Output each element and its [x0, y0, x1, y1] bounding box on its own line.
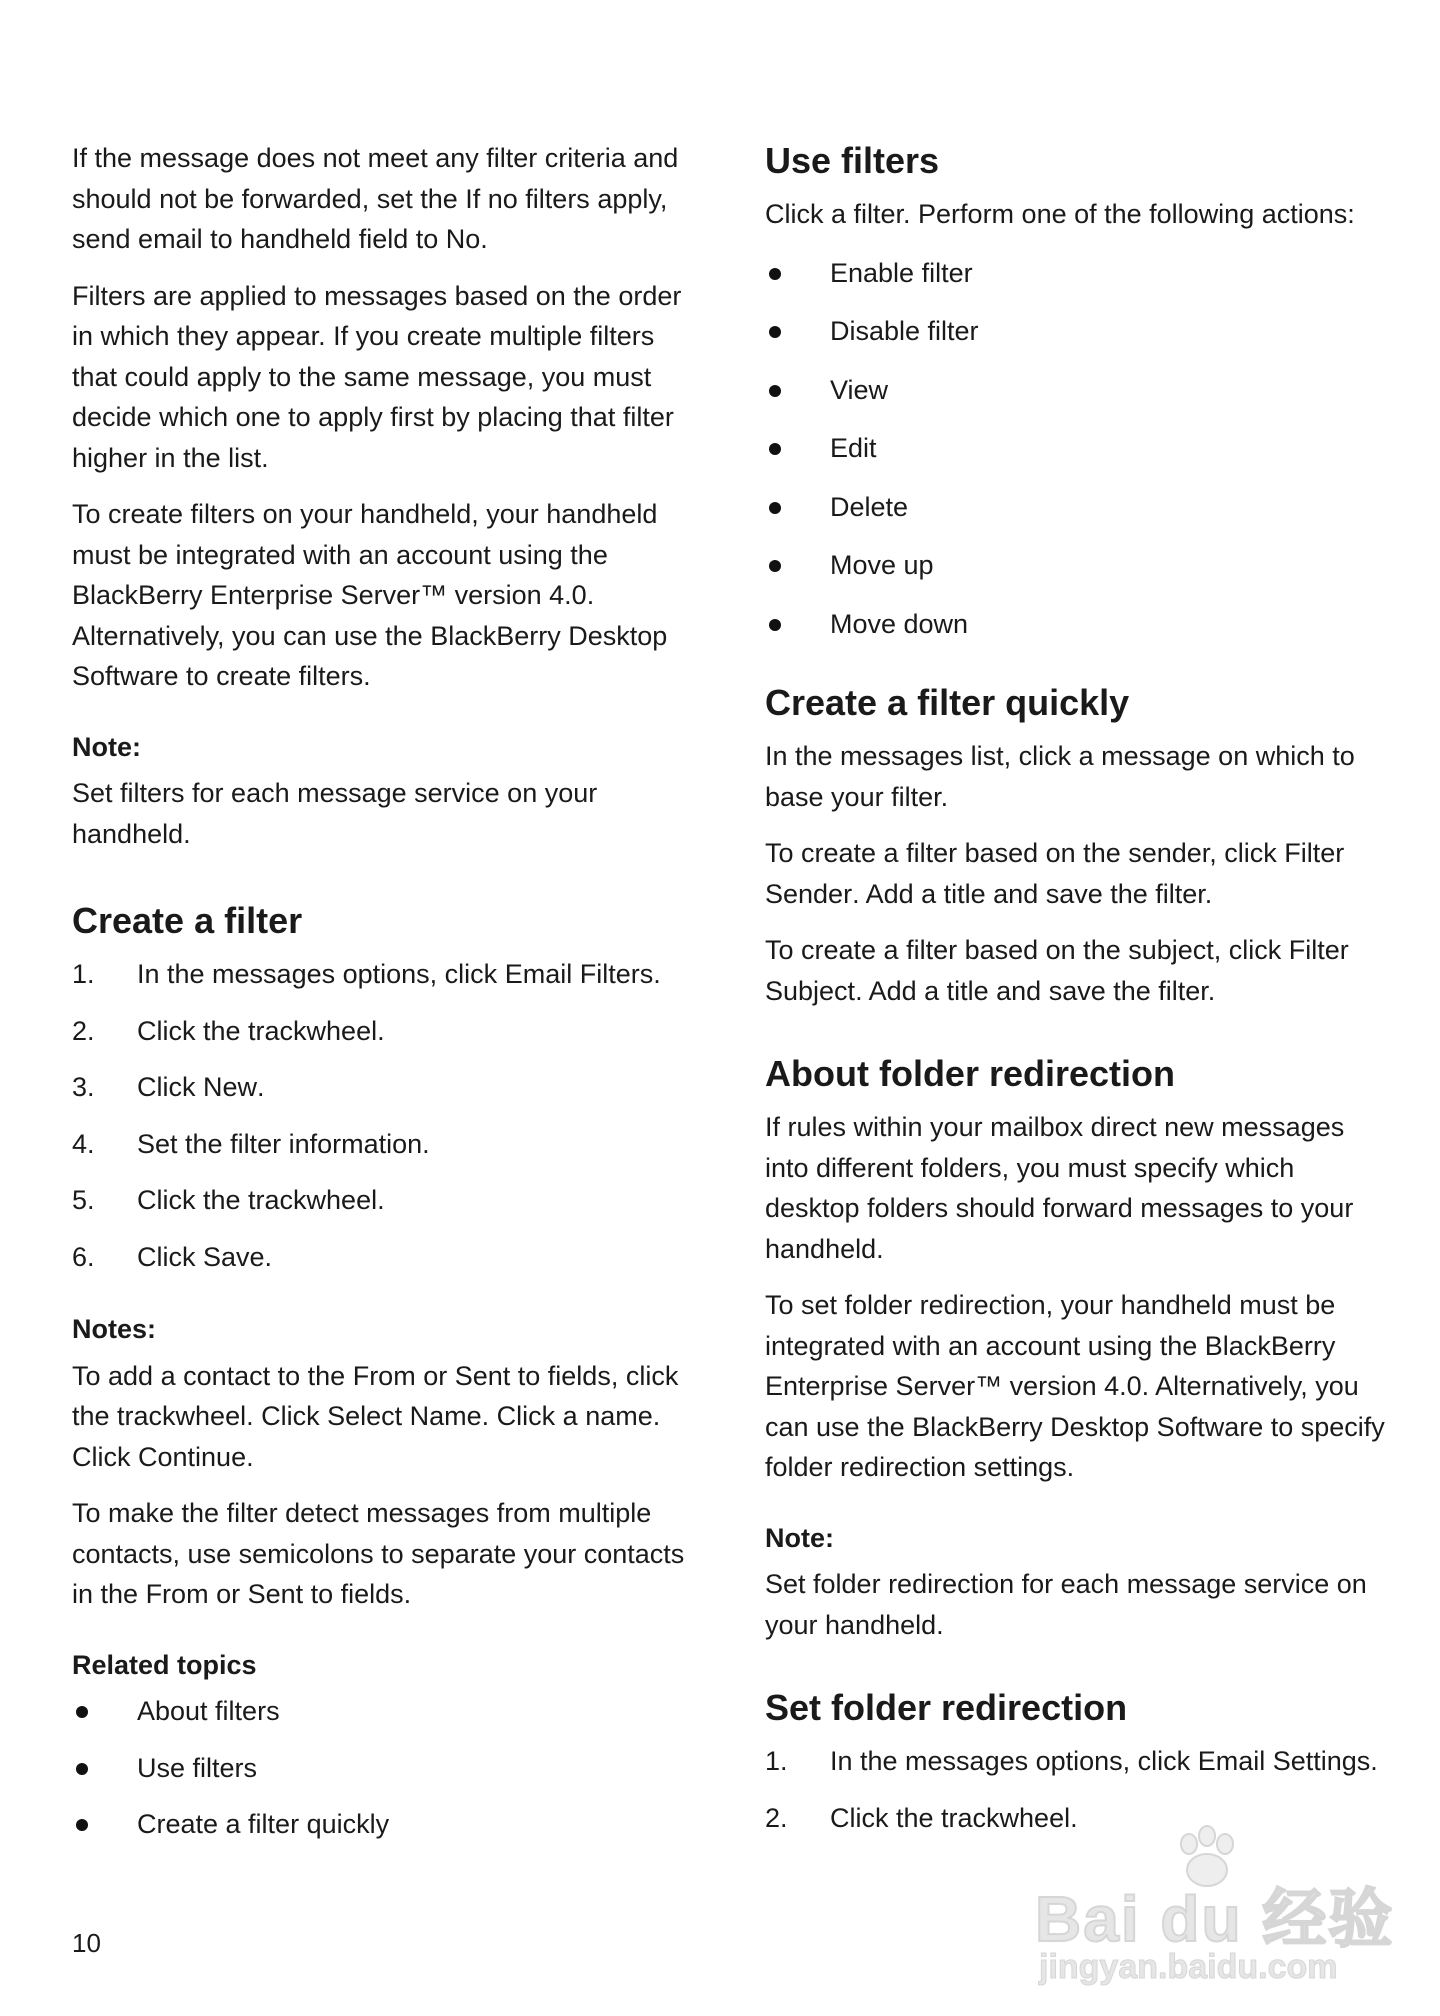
- about-redirection-paragraph-2: To set folder redirection, your handheld must be integrated with an account using the BlackBerry Enterprise Server™ version 4.0. Alternatively, you can use the BlackBerry Desktop Software to specify folder redirection settings.: [765, 1290, 1385, 1482]
- list-item: Delete: [765, 487, 1395, 528]
- list-item: Move down: [765, 604, 1395, 645]
- bullet-icon: [769, 326, 781, 338]
- note-text: Set folder redirection for each message service on your handheld.: [765, 1569, 1367, 1640]
- watermark-brand: Bai du 经验: [1035, 1883, 1395, 1955]
- step-item: 2. Click the trackwheel.: [72, 1015, 385, 1046]
- notes-paragraph-1: To add a contact to the From or Sent to fields, click the trackwheel. Click Select Name. Click a name. Click Continue.: [72, 1360, 679, 1472]
- step-item: 1. In the messages options, click Email Settings.: [765, 1746, 1378, 1776]
- notes-paragraph-2: To make the filter detect messages from multiple contacts, use semicolons to separate your contacts in the From or Sent to fields.: [72, 1498, 685, 1609]
- bullet-icon: [769, 385, 781, 397]
- related-topics-list: [72, 1691, 698, 1845]
- related-topic-link[interactable]: About filters: [72, 1691, 698, 1732]
- quick-paragraph-1: In the messages list, click a message on which to base your filter.: [765, 741, 1355, 812]
- use-filters-intro: Click a filter. Perform one of the following actions:: [765, 199, 1355, 229]
- list-item: Enable filter: [765, 253, 1395, 294]
- list-item: Edit: [765, 428, 1395, 469]
- bullet-icon: [769, 502, 781, 514]
- list-item: Disable filter: [765, 311, 1395, 352]
- step-item: 2. Click the trackwheel.: [765, 1802, 1078, 1833]
- heading-create-a-filter-quickly: Create a filter quickly: [765, 682, 1130, 723]
- about-redirection-paragraph-1: If rules within your mailbox direct new messages into different folders, you must specify which desktop folders should forward messages to your handheld.: [765, 1112, 1354, 1264]
- filter-actions-list: [765, 253, 1395, 645]
- step-item: 3. Click New.: [72, 1072, 265, 1102]
- bullet-icon: [76, 1819, 88, 1831]
- heading-create-a-filter: Create a filter: [72, 900, 303, 941]
- note-label: Note:: [765, 1522, 834, 1553]
- step-item: 4. Set the filter information.: [72, 1128, 430, 1159]
- intro-paragraph-3: To create filters on your handheld, your handheld must be integrated with an account using the BlackBerry Enterprise Server™ version 4.0. Alternatively, you can use the BlackBerry Desktop Software to create filters.: [72, 499, 668, 691]
- heading-set-folder-redirection: Set folder redirection: [765, 1687, 1128, 1728]
- related-topic-link[interactable]: Create a filter quickly: [72, 1804, 698, 1845]
- bullet-icon: [76, 1763, 88, 1775]
- bullet-icon: [769, 443, 781, 455]
- bullet-icon: [769, 268, 781, 280]
- quick-paragraph-3: To create a filter based on the subject, click Filter Subject. Add a title and save the filter.: [765, 935, 1349, 1006]
- bullet-icon: [769, 619, 781, 631]
- right-column: [765, 138, 1395, 1854]
- watermark: [1035, 1820, 1395, 1990]
- related-topics-label: Related topics: [72, 1649, 257, 1680]
- intro-paragraph-1: If the message does not meet any filter criteria and should not be forwarded, set the If no filters apply, send email to handheld field to No.: [72, 143, 679, 254]
- watermark-url: jingyan.baidu.com: [1039, 1948, 1338, 1986]
- heading-use-filters: Use filters: [765, 140, 940, 181]
- step-item: 5. Click the trackwheel.: [72, 1185, 385, 1215]
- left-column: [72, 138, 698, 1861]
- bullet-icon: [76, 1706, 88, 1718]
- bullet-icon: [769, 560, 781, 572]
- step-item: 1. In the messages options, click Email Filters.: [72, 959, 661, 989]
- list-item: View: [765, 370, 1395, 411]
- create-filter-steps: [72, 954, 698, 1277]
- note-label: Note:: [72, 731, 141, 762]
- page-number: 10: [72, 1928, 101, 1958]
- note-text: Set filters for each message service on your handheld.: [72, 778, 598, 849]
- step-item: 6. Click Save.: [72, 1241, 273, 1272]
- intro-paragraph-2: Filters are applied to messages based on the order in which they appear. If you create multiple filters that could apply to the same message, you must decide which one to apply first by placing that filter higher in the list.: [72, 280, 682, 473]
- notes-label: Notes:: [72, 1314, 157, 1344]
- quick-paragraph-2: To create a filter based on the sender, click Filter Sender. Add a title and save the filter.: [765, 838, 1345, 909]
- heading-about-folder-redirection: About folder redirection: [765, 1053, 1176, 1094]
- related-topic-link[interactable]: Use filters: [72, 1748, 698, 1789]
- list-item: Move up: [765, 545, 1395, 586]
